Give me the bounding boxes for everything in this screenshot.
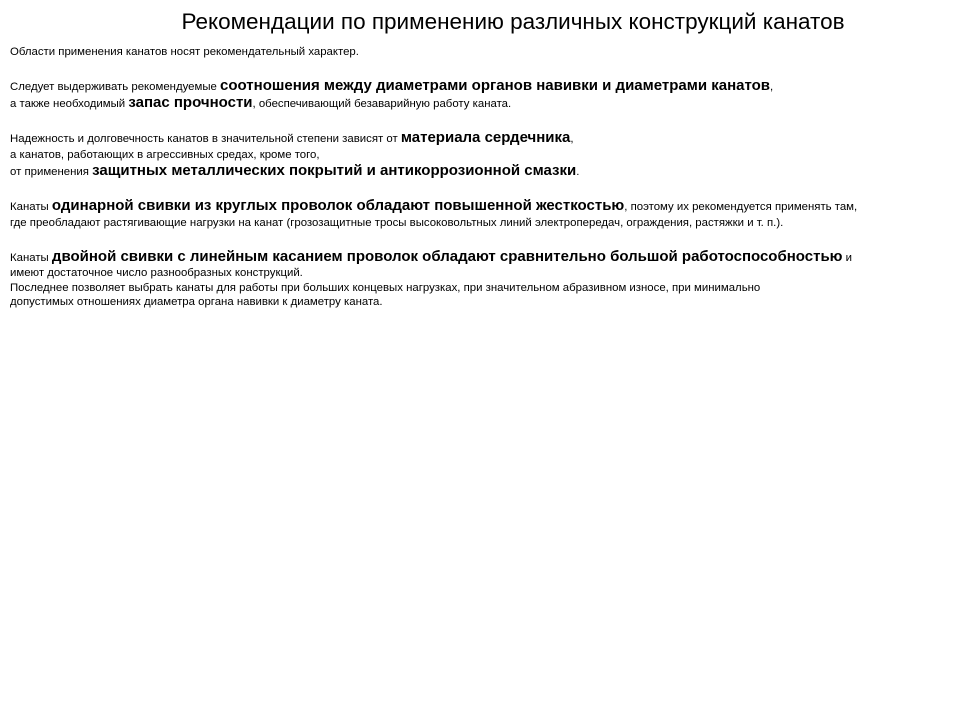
paragraph-reliability-line-1 [10,130,955,147]
paragraph-gap [10,231,955,249]
paragraph-double-lay-line-3: Последнее позволяет выбрать канаты для работы при больших концевых нагрузках, при значительном абразивном износе, при минимально [10,281,761,294]
text-emphasis: защитных металлических покрытий и антикоррозионной смазки [92,162,577,179]
paragraph-gap [10,112,955,130]
paragraph-double-lay-line-2: имеют достаточное число разнообразных конструкций. [10,267,303,279]
paragraph-gap [10,60,955,78]
paragraph-double-lay-line-1 [10,249,955,266]
text-emphasis: соотношения между диаметрами органов навивки и диаметрами канатов [220,77,770,94]
text-normal: и [842,252,853,264]
paragraph-single-lay-line-1 [10,198,955,215]
text-normal: Следует выдерживать рекомендуемые [10,81,221,93]
text-normal: , обеспечивающий безаварийную работу каната. [252,98,512,110]
text-normal: а также необходимый [10,98,129,110]
paragraph-gap [10,180,955,198]
paragraph-single-lay-line-2: где преобладают растягивающие нагрузки на канат (грозозащитные тросы высоковольтных линий электропередач, ограждения, растяжки и т. п.). [10,217,784,229]
slide-body [10,44,955,310]
text-normal: Канаты [10,252,52,264]
paragraph-scope [10,44,955,60]
paragraph-ratios-line-1 [10,78,955,95]
text-emphasis: двойной свивки с линейным касанием проволок обладают сравнительно большой работоспособностью [51,248,843,265]
text-normal: . [576,166,580,178]
text-emphasis: материала сердечника [400,129,571,146]
paragraph-reliability-line-3 [10,163,955,180]
text-emphasis: одинарной свивки из круглых проволок обладают повышенной жесткостью [51,197,625,214]
paragraph-ratios [10,78,955,112]
text-emphasis: запас прочности [128,94,253,111]
text-normal: от применения [10,166,93,178]
paragraph-double-lay [10,249,955,310]
text-normal: , поэтому их рекомендуется применять там, [624,201,858,213]
text-normal: , [570,133,574,145]
text-normal: Надежность и долговечность канатов в значительной степени зависят от [10,133,401,145]
paragraph-ratios-line-2 [10,95,955,112]
paragraph-reliability-line-2: а канатов, работающих в агрессивных средах, кроме того, [10,149,320,161]
text-normal: , [770,81,774,93]
paragraph-scope-line-1: Области применения канатов носят рекомендательный характер. [10,46,359,58]
text-normal: Канаты [10,201,52,213]
paragraph-double-lay-line-4: допустимых отношениях диаметра органа навивки к диаметру каната. [10,296,383,308]
slide-title: Рекомендации по применению различных конструкций канатов [181,9,845,34]
paragraph-reliability [10,130,955,180]
paragraph-single-lay [10,198,955,231]
